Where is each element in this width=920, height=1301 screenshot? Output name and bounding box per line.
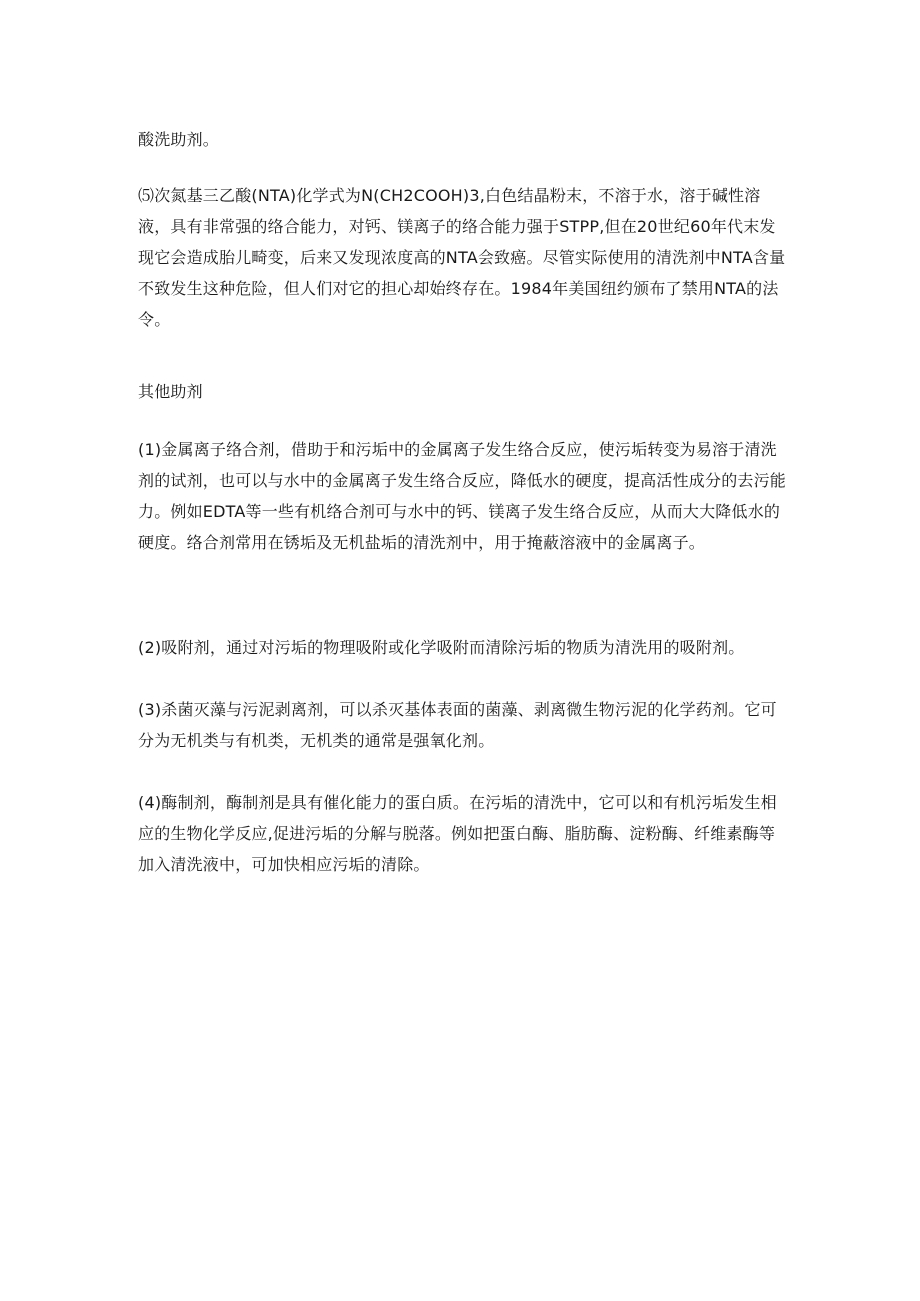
paragraph-nta: ⑸次氮基三乙酸(NTA)化学式为N(CH2COOH)3,白色结晶粉末，不溶于水，溶于碱性溶液，具有非常强的络合能力，对钙、镁离子的络合能力强于STPP,但在20世纪60年代末发现它会造成胎儿畸变，后来又发现浓度高的NTA会致癌。尽管实际使用的清洗剂中NTA含量不致发生这种危险，但人们对它的担心却始终存在。1984年美国纽约颁布了禁用NTA的法令。 <box>138 186 786 329</box>
paragraph-acid-wash-additive: 酸洗助剂。 <box>138 130 220 149</box>
paragraph-adsorbent: (2)吸附剂，通过对污垢的物理吸附或化学吸附而清除污垢的物质为清洗用的吸附剂。 <box>138 638 745 657</box>
paragraph-biocide-sludge-stripper: (3)杀菌灭藻与污泥剥离剂，可以杀灭基体表面的菌藻、剥离微生物污泥的化学药剂。它可分为无机类与有机类，无机类的通常是强氧化剂。 <box>138 700 777 750</box>
paragraph-enzyme-preparation: (4)酶制剂，酶制剂是具有催化能力的蛋白质。在污垢的清洗中，它可以和有机污垢发生相应的生物化学反应,促进污垢的分解与脱落。例如把蛋白酶、脂肪酶、淀粉酶、纤维素酶等加入清洗液中，可加快相应污垢的清除。 <box>138 793 777 874</box>
section-heading-other-additives: 其他助剂 <box>138 382 203 401</box>
paragraph-metal-complexing-agent: (1)金属离子络合剂，借助于和污垢中的金属离子发生络合反应，使污垢转变为易溶于清洗剂的试剂，也可以与水中的金属离子发生络合反应，降低水的硬度，提高活性成分的去污能力。例如EDTA等一些有机络合剂可与水中的钙、镁离子发生络合反应，从而大大降低水的硬度。络合剂常用在锈垢及无机盐垢的清洗剂中，用于掩蔽溶液中的金属离子。 <box>138 440 787 552</box>
